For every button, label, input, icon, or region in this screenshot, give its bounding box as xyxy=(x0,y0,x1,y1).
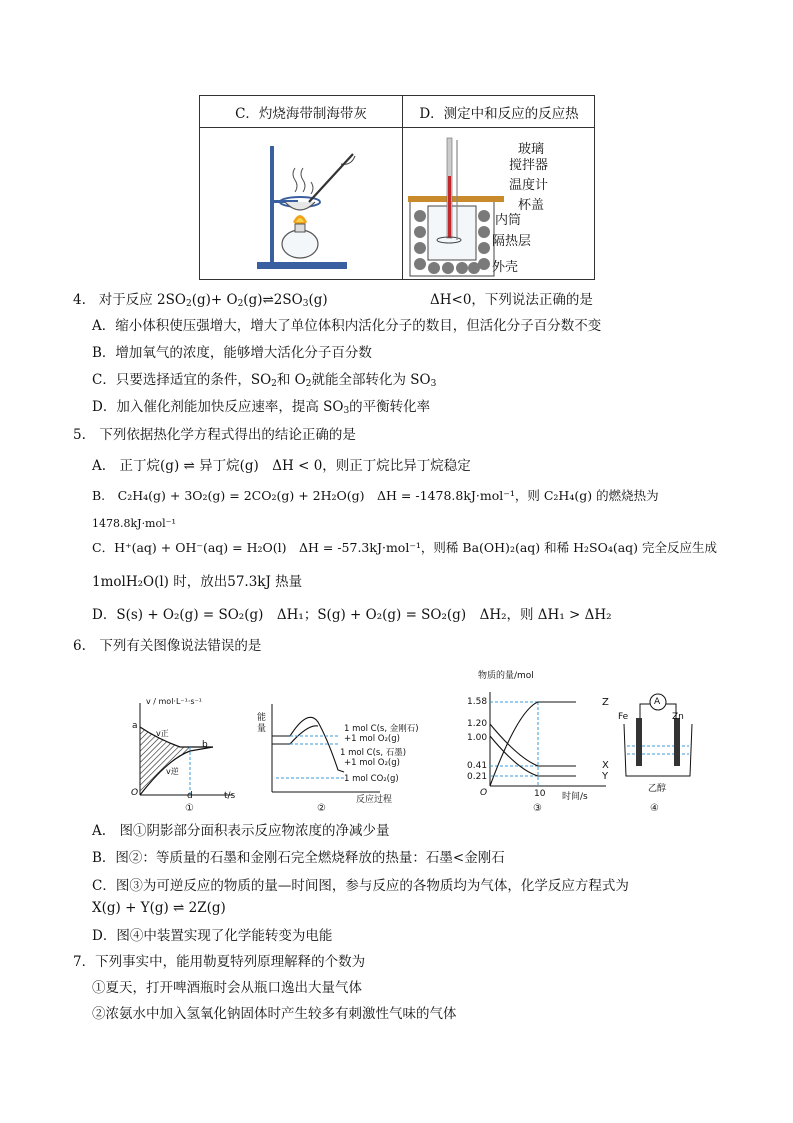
fig3-tick-041: 0.41 xyxy=(467,761,488,771)
fig2-label-3: 1 mol C(s, 石墨) xyxy=(340,748,407,758)
option-d-header: D．测定中和反应的反应热 xyxy=(403,96,595,128)
q7-stem: 7．下列事实中，能用勒夏特列原理解释的个数为 xyxy=(73,954,366,970)
q7-item-2: ②浓氨水中加入氢氧化钠固体时产生较多有刺激性气味的气体 xyxy=(92,1006,457,1022)
fig2-xlabel: 反应过程 xyxy=(356,795,393,805)
fig2-number: ② xyxy=(317,803,326,814)
q6-option-c: C．图③为可逆反应的物质的量—时间图，参与反应的各物质均为气体，化学反应方程式为 xyxy=(92,878,629,894)
fig2-label-1: 1 mol C(s, 金刚石) xyxy=(344,724,419,734)
q6-option-c-equation: X(g) + Y(g) ⇌ 2Z(g) xyxy=(92,900,226,916)
fig3-tick-158: 1.58 xyxy=(467,697,488,707)
fig1-xlabel: t/s xyxy=(224,791,236,801)
q6-option-a: A. 图①阴影部分面积表示反应物浓度的净减少量 xyxy=(92,823,390,839)
fig4-ammeter-label: A xyxy=(654,697,661,707)
fig3-xlabel: 时间/s xyxy=(562,792,588,802)
q4-option-a: A．缩小体积使压强增大，增大了单位体积内活化分子的数目，但活化分子百分数不变 xyxy=(92,318,602,334)
label-inner-cup: 内筒 xyxy=(495,213,522,228)
q7-item-1: ①夏天，打开啤酒瓶时会从瓶口逸出大量气体 xyxy=(92,980,362,996)
fig3-series-y: Y xyxy=(602,771,609,782)
q4-dh: ΔH<0，下列说法正确的是 xyxy=(430,292,593,308)
label-thermometer: 温度计 xyxy=(509,178,549,193)
fig2-label-5: 1 mol CO₂(g) xyxy=(344,774,399,784)
q5-option-a: A. 正丁烷(g) ⇌ 异丁烷(g) ΔH < 0，则正丁烷比异丁烷稳定 xyxy=(92,458,471,474)
q5-option-b: B. C₂H₄(g) + 3O₂(g) = 2CO₂(g) + 2H₂O(g) ΔH = -1478.8kJ·mol⁻¹，则 C₂H₄(g) 的燃烧热为 xyxy=(92,488,659,503)
fig1-label-vrev: v逆 xyxy=(166,767,179,776)
fig4-solution: 乙醇 xyxy=(648,784,667,794)
q6-option-b: B．图②：等质量的石墨和金刚石完全燃烧释放的热量：石墨<金刚石 xyxy=(92,850,505,866)
experiment-table xyxy=(199,95,595,280)
q4-option-c-text: 和 O xyxy=(276,372,306,388)
fig1-label-d: d xyxy=(187,791,193,801)
fig3-ylabel: 物质的量/mol xyxy=(478,671,534,681)
q4-number: 4. xyxy=(73,292,86,308)
q4-stem-part: 对于反应 2SO xyxy=(98,292,186,308)
burning-kelp-apparatus-figure xyxy=(245,136,365,276)
q4-option-d: D．加入催化剂能加快反应速率，提高 $SO_3$的平衡转化率 xyxy=(92,399,431,416)
label-stirrer: 搅拌器 xyxy=(509,158,549,173)
fig2-label-4: +1 mol O₂(g) xyxy=(344,758,400,768)
fig1-origin: O xyxy=(131,788,139,798)
fig2-ylabel-1: 能 xyxy=(257,713,267,723)
label-lid: 杯盖 xyxy=(518,198,545,213)
option-c-header: C．灼烧海带制海带灰 xyxy=(200,96,402,128)
fig1-ylabel: v / mol·L⁻¹·s⁻¹ xyxy=(146,697,202,706)
q4-stem-part: (g)⇌2SO xyxy=(243,292,303,308)
fig3-origin: O xyxy=(480,788,488,798)
q4-stem-part: (g) xyxy=(308,292,328,308)
figure-1-rate-time xyxy=(128,695,238,820)
figure-3-amount-time xyxy=(478,690,608,800)
label-insulation: 隔热层 xyxy=(492,234,532,249)
fig1-label-vfwd: v正 xyxy=(156,729,169,738)
q5-option-c-cont: 1molH₂O(l) 时，放出57.3kJ 热量 xyxy=(92,574,303,590)
q4-option-b: B．增加氧气的浓度，能够增大活化分子百分数 xyxy=(92,345,372,361)
q4-option-c: C．只要选择适宜的条件，$SO_2$和 $O_2$就能全部转化为 $SO_3$ xyxy=(92,372,437,389)
fig1-number: ① xyxy=(185,803,194,814)
fig4-electrode-fe: Fe xyxy=(618,712,629,722)
q6-option-d: D．图④中装置实现了化学能转变为电能 xyxy=(92,928,333,944)
fig3-tick-021: 0.21 xyxy=(467,772,488,782)
label-glass: 玻璃 xyxy=(518,142,545,157)
q4-option-d-text: 的平衡转化率 xyxy=(349,399,431,415)
fig3-number: ③ xyxy=(533,803,542,814)
fig2-label-2: +1 mol O₂(g) xyxy=(344,734,400,744)
fig3-series-z: Z xyxy=(602,697,609,708)
fig1-label-a: a xyxy=(132,721,138,731)
fig1-label-b: b xyxy=(202,740,208,750)
q4-option-c-text: C．只要选择适宜的条件，SO xyxy=(92,372,272,388)
q4-option-c-text: 就能全部转化为 SO xyxy=(311,372,431,388)
q4-option-d-text: D．加入催化剂能加快反应速率，提高 SO xyxy=(92,399,344,415)
q6-stem: 6. 下列有关图像说法错误的是 xyxy=(73,638,262,654)
fig3-x-10: 10 xyxy=(534,789,546,799)
q5-option-c: C．H⁺(aq) + OH⁻(aq) = H₂O(l) ΔH = -57.3kJ·mol⁻¹，则稀 Ba(OH)₂(aq) 和稀 H₂SO₄(aq) 完全反应生成 xyxy=(92,540,718,555)
fig3-tick-120: 1.20 xyxy=(467,719,488,729)
fig4-number: ④ xyxy=(650,803,659,814)
q5-stem: 5. 下列依据热化学方程式得出的结论正确的是 xyxy=(73,427,356,443)
label-shell: 外壳 xyxy=(492,260,519,275)
q5-option-b-cont: 1478.8kJ·mol⁻¹ xyxy=(92,517,176,530)
fig3-series-x: X xyxy=(602,760,609,771)
fig3-tick-100: 1.00 xyxy=(467,733,488,743)
q5-option-d: D．S(s) + O₂(g) = SO₂(g) ΔH₁；S(g) + O₂(g) = SO₂(g) ΔH₂，则 ΔH₁ > ΔH₂ xyxy=(92,607,612,623)
q4-stem: 4. 对于反应 $2SO_2(g)+$ $O_2(g)\rightleftharpoons 2SO_3(g)$ xyxy=(73,292,328,309)
fig2-ylabel-2: 量 xyxy=(257,724,267,734)
q4-stem-part: (g)+ O xyxy=(191,292,238,308)
fig4-electrode-zn: Zn xyxy=(672,712,684,722)
figure-4-cell xyxy=(618,692,698,792)
